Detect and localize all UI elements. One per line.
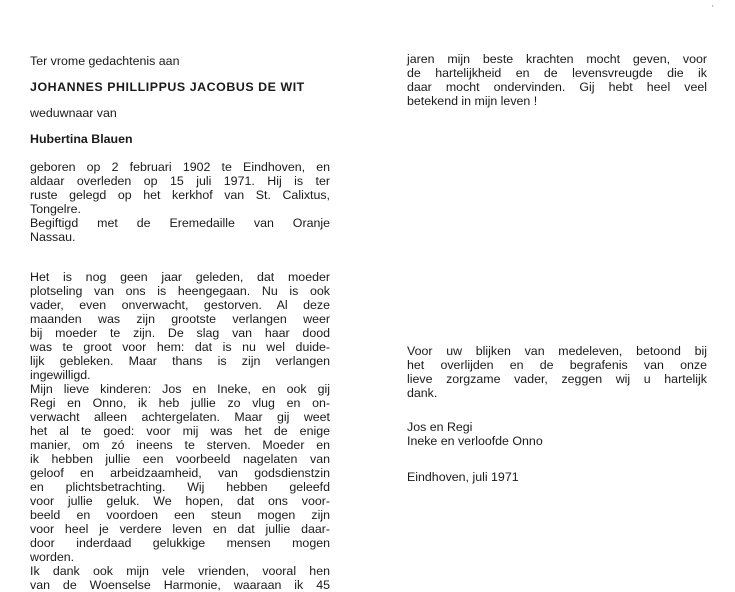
text-line: Mijn lieve kinderen: Jos en Ineke, en ook gij: [30, 382, 330, 396]
text-line: Regi en Onno, ik heb jullie zo vlug en on-: [30, 396, 330, 410]
continued-paragraph: [407, 52, 707, 108]
bio-paragraph: [30, 160, 330, 244]
signer-line: Ineke en verloofde Onno: [407, 434, 543, 448]
deceased-name: JOHANNES PHILLIPPUS JACOBUS DE WIT: [30, 80, 305, 94]
text-line: vader, even onverwacht, gestorven. Al deze: [30, 298, 330, 312]
text-line: geloof en arbeidzaamheid, van godsdienstzin: [30, 466, 330, 480]
text-line: daar mocht ondervinden. Gij hebt heel veel: [407, 80, 707, 94]
thanks-paragraph: [407, 344, 707, 400]
left-column: [30, 54, 330, 592]
thanks-line: Voor uw blijken van medeleven, betoond bij: [407, 344, 707, 358]
text-line: door inderdaad gelukkige mensen mogen: [30, 536, 330, 550]
bio-line: aldaar overleden op 15 juli 1971. Hij is ter: [30, 174, 330, 188]
text-line: manier, om zó ineens te sterven. Moeder en: [30, 438, 330, 452]
text-line: plotseling van ons is heengegaan. Nu is ook: [30, 284, 330, 298]
text-line: jaren mijn beste krachten mocht geven, voor: [407, 52, 707, 66]
signers: [407, 420, 707, 448]
text-line: het al te goed: voor mij was het de enige: [30, 424, 330, 438]
thanks-line: het overlijden en de begrafenis van onze: [407, 358, 707, 372]
text-line: verwacht alleen achtergelaten. Maar gij weet: [30, 410, 330, 424]
text-line: voor jullie geluk. We hopen, dat ons voor-: [30, 494, 330, 508]
intro-text: Ter vrome gedachtenis aan: [30, 54, 180, 68]
bio-line: ruste gelegd op het kerkhof van St. Calixtus,: [30, 188, 330, 202]
text-line: bij moeder te zijn. De slag van haar dood: [30, 326, 330, 340]
text-line: en plichtsbetrachting. Wij hebben geleefd: [30, 480, 330, 494]
bio-line: Begiftigd met de Eremedaille van Oranje: [30, 216, 330, 230]
text-line: van de Woenselse Harmonie, waaraan ik 45: [30, 578, 330, 592]
thanks-line: lieve zorgzame vader, zeggen wij u hartelijk: [407, 372, 707, 386]
bio-line: geboren op 2 februari 1902 te Eindhoven, en: [30, 160, 330, 174]
text-line: ik hebben jullie een voorbeeld nagelaten van: [30, 452, 330, 466]
text-line: Ik dank ook mijn vele vrienden, vooral hen: [30, 564, 330, 578]
farewell-paragraph: [30, 270, 330, 592]
bio-line: Tongelre.: [30, 202, 81, 216]
text-line: was te groot voor hem: dat is nu wel duide-: [30, 340, 330, 354]
text-line: maanden was zijn grootste verlangen weer: [30, 312, 330, 326]
text-line: Het is nog geen jaar geleden, dat moeder: [30, 270, 330, 284]
text-line: beeld en voordoen een steun mogen zijn: [30, 508, 330, 522]
text-line: worden.: [30, 550, 75, 564]
bio-line: Nassau.: [30, 230, 76, 244]
place-date: Eindhoven, juli 1971: [407, 470, 519, 484]
signer-line: Jos en Regi: [407, 420, 473, 434]
text-line: lijk gebleken. Maar thans is zijn verlangen: [30, 354, 330, 368]
text-line: betekend in mijn leven !: [407, 94, 538, 108]
right-column: [407, 52, 707, 484]
thanks-line: dank.: [407, 386, 438, 400]
text-line: de hartelijkheid en de levensvreugde die ik: [407, 66, 707, 80]
text-line: ingewilligd.: [30, 368, 91, 382]
widower-of-text: weduwnaar van: [30, 106, 117, 120]
text-line: voor heel je verdere leven en dat jullie daar-: [30, 522, 330, 536]
spouse-name: Hubertina Blauen: [30, 132, 133, 146]
page-marker: ': [712, 4, 714, 13]
